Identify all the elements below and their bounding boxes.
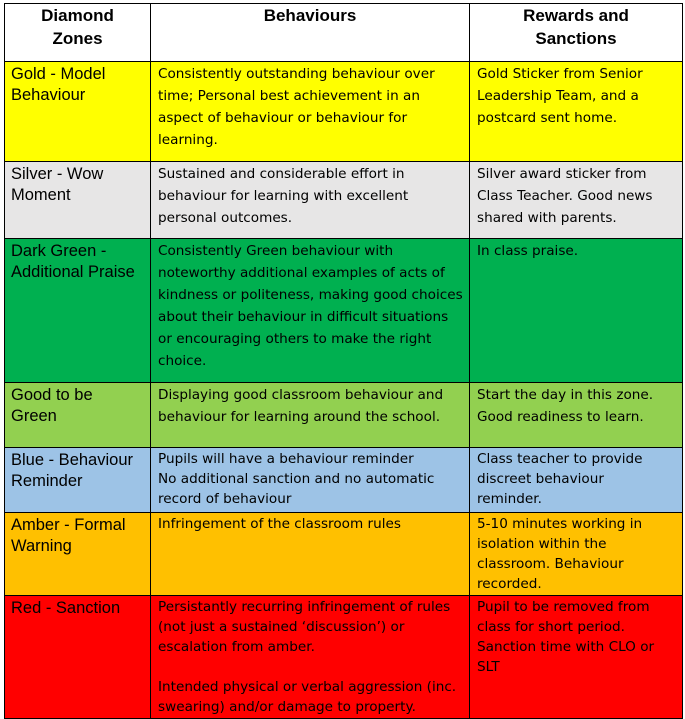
zone-label: Amber - Formal Warning: [5, 513, 151, 596]
behaviour-description: Persistantly recurring infringement of rules (not just a sustained ‘discussion’) or escalation from amber. Intended physical or verbal aggression (inc. swearing) and/or damage to property.: [151, 596, 470, 719]
zone-row-red: [5, 596, 683, 719]
paragraph-gap: [158, 657, 465, 677]
header-rewards-sanctions: Rewards and Sanctions: [470, 4, 683, 62]
zone-label: Red - Sanction: [5, 596, 151, 719]
reward-sanction: 5-10 minutes working in isolation within the classroom. Behaviour recorded.: [470, 513, 683, 596]
diamond-zones-table: [4, 3, 683, 719]
behaviour-description: Consistently Green behaviour with noteworthy additional examples of acts of kindness or politeness, making good choices about their behaviour in difficult situations or encouraging others to make the right choice.: [151, 239, 470, 383]
header-row: [5, 4, 683, 62]
behaviour-description: Displaying good classroom behaviour and behaviour for learning around the school.: [151, 383, 470, 448]
behaviour-description: Infringement of the classroom rules: [151, 513, 470, 596]
zone-row-dark-green: [5, 239, 683, 383]
reward-sanction: Gold Sticker from Senior Leadership Team, and a postcard sent home.: [470, 62, 683, 162]
zone-label: Good to be Green: [5, 383, 151, 448]
reward-sanction: Start the day in this zone. Good readiness to learn.: [470, 383, 683, 448]
reward-sanction: Pupil to be removed from class for short period. Sanction time with CLO or SLT: [470, 596, 683, 719]
behaviour-description: Consistently outstanding behaviour over time; Personal best achievement in an aspect of behaviour or behaviour for learning.: [151, 62, 470, 162]
zone-row-blue: [5, 448, 683, 513]
reward-sanction: In class praise.: [470, 239, 683, 383]
header-diamond-zones: Diamond Zones: [5, 4, 151, 62]
header-behaviours: Behaviours: [151, 4, 470, 62]
behaviour-description: Sustained and considerable effort in behaviour for learning with excellent personal outcomes.: [151, 162, 470, 239]
behaviour-description: Pupils will have a behaviour reminder No additional sanction and no automatic record of behaviour: [151, 448, 470, 513]
reward-sanction: Silver award sticker from Class Teacher. Good news shared with parents.: [470, 162, 683, 239]
zone-row-silver: [5, 162, 683, 239]
zone-row-green: [5, 383, 683, 448]
zone-label: Dark Green - Additional Praise: [5, 239, 151, 383]
zone-label: Gold - Model Behaviour: [5, 62, 151, 162]
reward-sanction: Class teacher to provide discreet behaviour reminder.: [470, 448, 683, 513]
zone-row-gold: [5, 62, 683, 162]
zone-label: Silver - Wow Moment: [5, 162, 151, 239]
zone-row-amber: [5, 513, 683, 596]
zone-label: Blue - Behaviour Reminder: [5, 448, 151, 513]
